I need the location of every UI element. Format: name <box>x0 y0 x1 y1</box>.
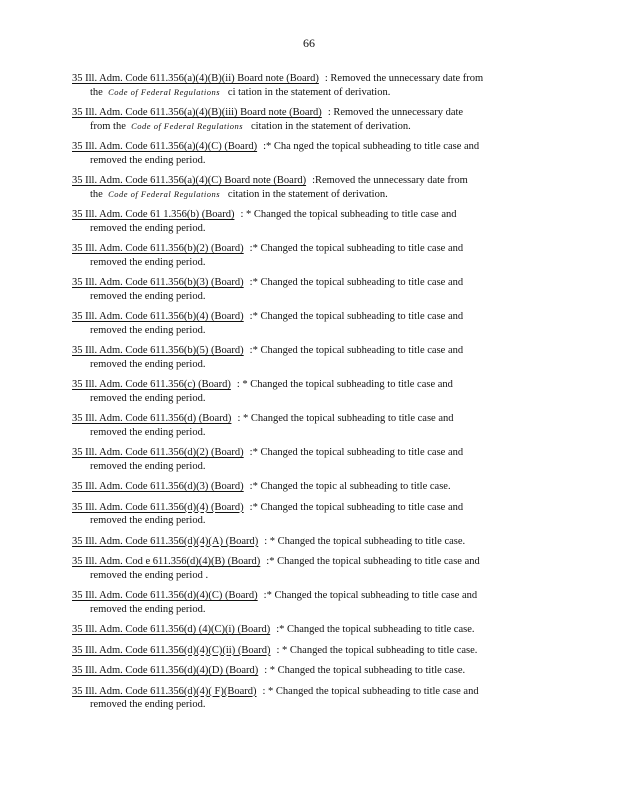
continuation-prefix: the <box>90 188 103 200</box>
entry-continuation-line <box>72 188 542 202</box>
amendment-entry <box>72 555 542 582</box>
change-description: :* Cha nged the topical subheading to title case and <box>263 141 480 152</box>
amendment-entry <box>72 310 542 337</box>
amendment-entry <box>72 208 542 235</box>
entry-first-line <box>72 685 542 699</box>
entry-continuation-line <box>72 120 542 134</box>
entry-first-line <box>72 344 542 358</box>
entry-first-line <box>72 555 542 569</box>
code-citation: 35 Ill. Adm. Cod e 611.356(d)(4)(B) (Board) <box>72 556 261 567</box>
entry-continuation-line <box>72 86 542 100</box>
entry-first-line <box>72 480 542 494</box>
continuation-text: removed the ending period. <box>90 603 206 615</box>
continuation-text: removed the ending period. <box>90 699 206 710</box>
entry-first-line <box>72 378 542 392</box>
change-description: : * Changed the topical subheading to title case and <box>236 379 453 390</box>
cfr-reference: Code of Federal Regulations <box>108 188 221 199</box>
entry-first-line <box>72 276 542 290</box>
code-citation: 35 Ill. Adm. Code 611.356(d)(4) (Board) <box>72 501 244 513</box>
entry-continuation-line <box>72 698 542 712</box>
change-description: :* Changed the topical subheading to title case and <box>249 311 464 322</box>
continuation-prefix: from the <box>90 120 126 132</box>
continuation-text: citation in the statement of derivation. <box>250 120 411 132</box>
entry-first-line <box>72 589 542 603</box>
code-citation: 35 Ill. Adm. Code 611.356(d) (Board) <box>72 413 232 424</box>
change-description: : * Changed the topical subheading to title case. <box>264 535 466 547</box>
change-description: :* Changed the topical subheading to title case. <box>276 624 475 635</box>
change-description: : * Changed the topical subheading to title case and <box>237 413 454 424</box>
change-description: : Removed the unnecessary date <box>327 107 464 118</box>
amendment-entry <box>72 106 542 133</box>
amendment-entry <box>72 501 542 528</box>
entry-continuation-line <box>72 460 542 474</box>
amendment-entry <box>72 140 542 167</box>
entry-first-line <box>72 644 542 658</box>
entry-list <box>72 72 542 719</box>
continuation-text: removed the ending period. <box>90 222 206 234</box>
entry-continuation-line <box>72 514 542 528</box>
code-citation: 35 Ill. Adm. Code 611.356(d)(4)(C) (Board) <box>72 590 258 601</box>
change-description: : * Changed the topical subheading to title case. <box>276 644 478 656</box>
change-description: :* Changed the topical subheading to title case and <box>249 277 464 288</box>
entry-continuation-line <box>72 426 542 440</box>
entry-first-line <box>72 242 542 256</box>
amendment-entry <box>72 242 542 269</box>
entry-continuation-line <box>72 324 542 338</box>
continuation-text: removed the ending period. <box>90 290 206 302</box>
entry-continuation-line <box>72 358 542 372</box>
amendment-entry <box>72 72 542 99</box>
change-description: :* Changed the topical subheading to title case and <box>263 590 478 601</box>
code-citation: 35 Ill. Adm. Code 611.356(d) (4)(C)(i) (Board) <box>72 624 271 635</box>
page-number: 66 <box>303 36 315 50</box>
change-description: :Removed the unnecessary date from <box>312 175 468 186</box>
entry-first-line <box>72 208 542 222</box>
continuation-text: removed the ending period. <box>90 256 206 268</box>
entry-continuation-line <box>72 603 542 617</box>
entry-continuation-line <box>72 290 542 304</box>
entry-first-line <box>72 501 542 515</box>
amendment-entry <box>72 535 542 549</box>
code-citation: 35 Ill. Adm. Code 611.356(d)(3) (Board) <box>72 481 244 492</box>
code-citation: 35 Ill. Adm. Code 611.356(a)(4)(B)(iii) Board note (Board) <box>72 107 322 118</box>
code-citation: 35 Ill. Adm. Code 611.356(d)(4)(A) (Board) <box>72 535 259 547</box>
code-citation: 35 Ill. Adm. Code 611.356(a)(4)(C) Board note (Board) <box>72 175 307 186</box>
code-citation: 35 Ill. Adm. Code 611.356(a)(4)(C) (Board) <box>72 141 258 152</box>
entry-continuation-line <box>72 569 542 583</box>
change-description: :* Changed the topical subheading to title case and <box>249 447 464 458</box>
change-description: : * Changed the topical subheading to title case. <box>264 665 466 676</box>
continuation-text: removed the ending period. <box>90 515 206 526</box>
continuation-text: ci tation in the statement of derivation. <box>227 86 391 98</box>
amendment-entry <box>72 644 542 658</box>
continuation-text: removed the ending period. <box>90 154 206 166</box>
continuation-text: removed the ending period. <box>90 324 206 336</box>
code-citation: 35 Ill. Adm. Code 611.356(d)(4)(C)(ii) (Board) <box>72 644 271 656</box>
entry-continuation-line <box>72 222 542 236</box>
code-citation: 35 Ill. Adm. Code 611.356(b)(5) (Board) <box>72 345 244 356</box>
change-description: : * Changed the topical subheading to title case and <box>262 685 479 697</box>
entry-first-line <box>72 623 542 637</box>
amendment-entry <box>72 378 542 405</box>
code-citation: 35 Ill. Adm. Code 611.356(c) (Board) <box>72 379 231 390</box>
code-citation: 35 Ill. Adm. Code 611.356(d)(2) (Board) <box>72 447 244 458</box>
code-citation: 35 Ill. Adm. Code 611.356(b)(2) (Board) <box>72 243 244 254</box>
continuation-text: removed the ending period. <box>90 460 206 472</box>
continuation-text: removed the ending period. <box>90 358 206 370</box>
continuation-text: removed the ending period. <box>90 392 206 404</box>
code-citation: 35 Ill. Adm. Code 611.356(d)(4)(D) (Board) <box>72 665 259 676</box>
change-description: :* Changed the topical subheading to title case and <box>249 243 464 254</box>
code-citation: 35 Ill. Adm. Code 611.356(b)(4) (Board) <box>72 311 244 322</box>
entry-first-line <box>72 72 542 86</box>
change-description: : Removed the unnecessary date from <box>324 73 484 84</box>
entry-first-line <box>72 412 542 426</box>
entry-first-line <box>72 174 542 188</box>
change-description: : * Changed the topical subheading to title case and <box>240 209 457 220</box>
code-citation: 35 Ill. Adm. Code 611.356(b)(3) (Board) <box>72 277 244 288</box>
amendment-entry <box>72 480 542 494</box>
entry-first-line <box>72 664 542 678</box>
amendment-entry <box>72 344 542 371</box>
change-description: :* Changed the topical subheading to title case and <box>249 345 464 356</box>
continuation-prefix: the <box>90 86 103 98</box>
amendment-entry <box>72 664 542 678</box>
change-description: :* Changed the topic al subheading to title case. <box>249 481 451 492</box>
amendment-entry <box>72 276 542 303</box>
continuation-text: removed the ending period. <box>90 426 206 438</box>
amendment-entry <box>72 623 542 637</box>
amendment-entry <box>72 685 542 712</box>
continuation-text: citation in the statement of derivation. <box>227 188 388 200</box>
entry-first-line <box>72 535 542 549</box>
change-description: :* Changed the topical subheading to title case and <box>266 556 480 567</box>
amendment-entry <box>72 412 542 439</box>
amendment-entry <box>72 446 542 473</box>
code-citation: 35 Ill. Adm. Code 611.356(a)(4)(B)(ii) Board note (Board) <box>72 73 319 84</box>
change-description: :* Changed the topical subheading to title case and <box>249 501 464 513</box>
entry-first-line <box>72 310 542 324</box>
code-citation: 35 Ill. Adm. Code 61 1.356(b) (Board) <box>72 209 235 220</box>
entry-first-line <box>72 446 542 460</box>
cfr-reference: Code of Federal Regulations <box>108 86 221 97</box>
entry-continuation-line <box>72 256 542 270</box>
amendment-entry <box>72 174 542 201</box>
entry-continuation-line <box>72 154 542 168</box>
cfr-reference: Code of Federal Regulations <box>131 120 244 131</box>
entry-first-line <box>72 140 542 154</box>
amendment-entry <box>72 589 542 616</box>
continuation-text: removed the ending period . <box>90 569 209 581</box>
entry-continuation-line <box>72 392 542 406</box>
entry-first-line <box>72 106 542 120</box>
code-citation: 35 Ill. Adm. Code 611.356(d)(4)( F)(Board) <box>72 685 257 697</box>
